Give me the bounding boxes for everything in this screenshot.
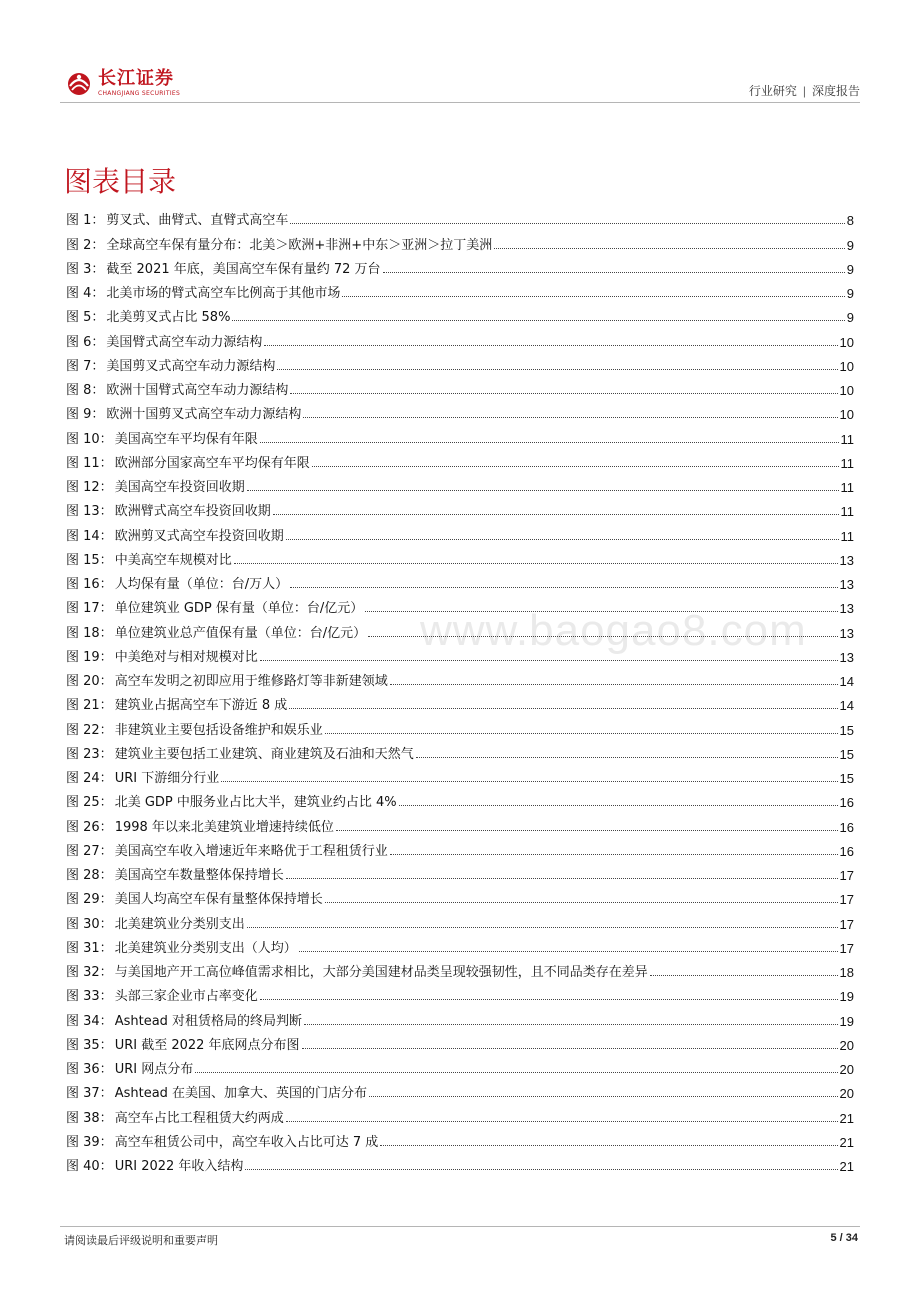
toc-entry-text: URI 截至 2022 年底网点分布图 [114,1037,300,1053]
toc-entry[interactable] [66,592,854,616]
toc-entry-page: 17 [839,940,854,956]
toc-entry-number: 图 16： [66,577,113,592]
header-separator: | [802,84,806,98]
toc-entry-number: 图 35： [66,1037,113,1053]
toc-entry-page: 9 [846,286,854,301]
toc-entry-number: 图 21： [66,698,113,714]
toc-entry-label [66,913,245,932]
toc-entry-text: 建筑业占据高空车下游近 8 成 [114,698,288,714]
toc-entry-label [66,1010,302,1029]
toc-entry[interactable] [66,350,854,374]
toc-leader-dots [277,368,837,370]
toc-entry[interactable] [66,835,854,859]
toc-entry[interactable] [66,883,854,907]
toc-entry-label [66,549,232,568]
toc-leader-dots [286,877,838,879]
toc-entry-label [66,282,340,301]
toc-entry-text: Ashtead 对租赁格局的终局判断 [114,1013,303,1029]
toc-entry-number: 图 36： [66,1062,113,1077]
toc-entry[interactable] [66,956,854,980]
toc-entry[interactable] [66,398,854,422]
toc-entry-text: 欧洲部分国家高空车平均保有年限 [114,455,310,471]
toc-entry-page: 11 [840,480,854,495]
toc-entry-text: 高空车占比工程租赁大约两成 [114,1110,284,1126]
toc-leader-dots [383,271,845,273]
toc-leader-dots [273,513,839,515]
toc-entry-number: 图 11： [66,455,113,471]
toc-leader-dots [290,586,837,588]
toc-entry-page: 20 [839,1037,854,1053]
toc-entry-label [66,452,310,471]
toc-entry-number: 图 24： [66,771,113,786]
toc-entry-label [66,694,287,713]
toc-entry-label [66,719,323,738]
toc-entry-label [66,670,388,689]
toc-leader-dots [286,1120,838,1122]
toc-leader-dots [390,853,838,855]
toc-entry-page: 15 [839,771,854,786]
toc-entry-label [66,1131,378,1150]
toc-entry[interactable] [66,1126,854,1150]
toc-entry[interactable] [66,301,854,325]
toc-entry[interactable] [66,713,854,737]
toc-entry-text: 人均保有量（单位：台/万人） [114,577,289,592]
toc-entry-number: 图 20： [66,674,113,689]
toc-entry[interactable] [66,568,854,592]
toc-leader-dots [260,998,838,1000]
toc-leader-dots [304,1023,837,1025]
toc-entry-page: 17 [839,868,854,883]
toc-leader-dots [303,416,837,418]
toc-entry-label [66,476,245,495]
toc-entry-label [66,767,219,786]
toc-entry-text: 建筑业主要包括工业建筑、商业建筑及石油和天然气 [114,746,414,762]
toc-entry-label [66,1107,284,1126]
toc-entry-text: 与美国地产开工高位峰值需求相比，大部分美国建材品类呈现较强韧性，且不同品类存在差异 [114,965,648,980]
toc-entry-label [66,840,388,859]
toc-leader-dots [380,1144,837,1146]
toc-entry-number: 图 37： [66,1086,113,1102]
toc-entry-page: 17 [839,892,854,908]
toc-entry[interactable] [66,253,854,277]
toc-entry[interactable] [66,738,854,762]
toc-entry-number: 图 6： [66,334,105,350]
toc-leader-dots [325,901,838,903]
toc-entry-page: 13 [839,649,854,665]
toc-entry-page: 11 [840,528,854,544]
toc-entry-number: 图 4： [66,286,105,301]
toc-entry-page: 14 [839,674,854,689]
toc-entry-number: 图 25： [66,795,113,811]
toc-entry-number: 图 10： [66,431,113,447]
toc-entry-label [66,937,297,956]
toc-entry[interactable] [66,616,854,640]
toc-entry-number: 图 34： [66,1013,113,1029]
toc-entry-number: 图 7： [66,358,105,374]
toc-entry-number: 图 31： [66,940,113,956]
toc-entry-text: 剪叉式、曲臂式、直臂式高空车 [106,213,289,229]
toc-entry-text: 美国高空车平均保有年限 [114,431,258,447]
toc-leader-dots [336,829,838,831]
report-type-label: 深度报告 [811,84,860,98]
toc-leader-dots [365,610,837,612]
toc-entry[interactable] [66,204,854,228]
toc-entry-text: 美国剪叉式高空车动力源结构 [106,358,276,374]
toc-entry-page: 11 [840,455,854,471]
toc-leader-dots [494,247,845,249]
toc-entry-text: 欧洲臂式高空车投资回收期 [114,504,271,520]
toc-entry[interactable] [66,325,854,349]
toc-entry-text: 美国高空车数量整体保持增长 [114,868,284,883]
toc-entry-text: 美国高空车收入增速近年来略优于工程租赁行业 [114,843,388,859]
toc-leader-dots [390,683,838,685]
toc-entry[interactable] [66,519,854,543]
toc-entry-number: 图 19： [66,649,113,665]
toc-entry-number: 图 12： [66,480,113,495]
toc-entry[interactable] [66,932,854,956]
toc-entry-label [66,500,271,519]
toc-entry-page: 15 [839,746,854,762]
toc-leader-dots [290,222,844,224]
toc-title: 图表目录 [64,165,177,198]
toc-entry-number: 图 27： [66,843,113,859]
toc-entry-page: 10 [839,407,854,423]
toc-entry-page: 13 [839,601,854,617]
page-number: 5 / 34 [830,1232,858,1244]
toc-entry-text: 北美剪叉式占比 58% [106,310,231,326]
toc-entry-page: 11 [840,431,854,447]
toc-entry-text: 头部三家企业市占率变化 [114,989,258,1005]
toc-entry-label [66,403,301,422]
toc-entry[interactable] [66,1053,854,1077]
toc-entry-text: 北美 GDP 中服务业占比大半，建筑业约占比 4% [114,795,397,811]
toc-entry-text: 单位建筑业 GDP 保有量（单位：台/亿元） [114,601,364,617]
report-category [749,82,860,99]
toc-entry-text: 中美绝对与相对规模对比 [114,649,258,665]
toc-entry-number: 图 17： [66,601,113,617]
toc-entry-number: 图 40： [66,1159,113,1174]
toc-entry[interactable] [66,1029,854,1053]
toc-entry-label [66,864,284,883]
toc-entry-page: 10 [839,358,854,374]
toc-entry[interactable] [66,980,854,1004]
toc-entry-label [66,646,258,665]
toc-entry[interactable] [66,374,854,398]
toc-leader-dots [290,392,837,394]
toc-entry-page: 21 [839,1159,854,1174]
toc-leader-dots [325,732,838,734]
logo-emblem-icon [64,68,94,98]
toc-leader-dots [302,1047,838,1049]
toc-entry-number: 图 32： [66,965,113,980]
toc-entry-label [66,1155,243,1174]
header-divider [60,102,860,103]
toc-entry-number: 图 2： [66,237,105,253]
toc-entry-number: 图 29： [66,892,113,908]
toc-entry-number: 图 39： [66,1134,113,1150]
toc-entry-number: 图 15： [66,552,113,568]
toc-entry-page: 19 [839,1013,854,1029]
toc-entry-number: 图 1： [66,213,105,229]
toc-entry-label [66,428,258,447]
toc-entry-label [66,985,258,1004]
toc-entry[interactable] [66,641,854,665]
toc-leader-dots [221,780,837,782]
toc-entry[interactable] [66,810,854,834]
toc-entry-number: 图 5： [66,310,105,326]
toc-entry-page: 15 [839,722,854,738]
toc-leader-dots [234,562,838,564]
toc-entry[interactable] [66,447,854,471]
toc-entry[interactable] [66,422,854,446]
toc-entry-number: 图 23： [66,746,113,762]
toc-entry-text: 美国臂式高空车动力源结构 [106,334,263,350]
toc-entry[interactable] [66,228,854,252]
toc-entry-page: 13 [839,552,854,568]
toc-entry-label [66,743,414,762]
toc-entry-label [66,961,648,980]
toc-entry-page: 16 [839,795,854,811]
toc-entry-text: 截至 2021 年底，美国高空车保有量约 72 万台 [106,261,381,277]
toc-entry[interactable] [66,1004,854,1028]
toc-entry-label [66,1082,367,1101]
toc-entry-number: 图 18： [66,625,113,641]
toc-entry-label [66,791,397,810]
toc-entry-page: 19 [839,989,854,1005]
toc-entry-label [66,234,492,253]
toc-leader-dots [260,441,839,443]
toc-entry-number: 图 26： [66,819,113,835]
toc-entry-page: 20 [839,1062,854,1077]
toc-entry-number: 图 9： [66,407,105,423]
toc-entry-label [66,816,334,835]
toc-leader-dots [312,465,839,467]
toc-entry[interactable] [66,907,854,931]
toc-entry-text: 北美建筑业分类别支出 [114,916,245,932]
company-logo [64,66,194,100]
toc-entry[interactable] [66,1150,854,1174]
toc-entry-page: 17 [839,916,854,932]
toc-entry-label [66,355,275,374]
toc-entry[interactable] [66,544,854,568]
toc-entry-page: 21 [839,1110,854,1126]
toc-entry-text: 美国高空车投资回收期 [114,480,245,495]
toc-entry-page: 13 [839,625,854,641]
toc-entry-number: 图 33： [66,989,113,1005]
toc-entry-text: 高空车发明之初即应用于维修路灯等非新建领域 [114,674,388,689]
toc-entry-page: 10 [839,334,854,350]
toc-entry-text: URI 下游细分行业 [114,771,220,786]
toc-leader-dots [245,1168,837,1170]
toc-leader-dots [195,1071,837,1073]
toc-entry-label [66,379,288,398]
toc-entry-label [66,1058,193,1077]
toc-entry-number: 图 28： [66,868,113,883]
toc-entry-page: 16 [839,843,854,859]
toc-entry-number: 图 13： [66,504,113,520]
toc-leader-dots [342,295,844,297]
toc-entry-page: 16 [839,819,854,835]
toc-entry[interactable] [66,1101,854,1125]
toc-leader-dots [299,950,838,952]
footer-disclaimer: 请阅读最后评级说明和重要声明 [64,1234,218,1247]
toc-entry-page: 10 [839,383,854,398]
toc-entry[interactable] [66,859,854,883]
toc-entry-text: 欧洲十国臂式高空车动力源结构 [106,383,289,398]
toc-entry-text: 欧洲十国剪叉式高空车动力源结构 [106,407,302,423]
toc-leader-dots [247,489,839,491]
toc-entry-label [66,597,363,616]
toc-entry[interactable] [66,1077,854,1101]
toc-entry-page: 18 [839,965,854,980]
toc-entry-page: 21 [839,1134,854,1150]
toc-entry-number: 图 30： [66,916,113,932]
toc-entry-label [66,622,366,641]
toc-entry-text: 全球高空车保有量分布：北美＞欧洲+非洲+中东＞亚洲＞拉丁美洲 [106,237,493,253]
toc-entry-page: 9 [846,237,854,253]
toc-entry[interactable] [66,665,854,689]
toc-entry-text: 单位建筑业总产值保有量（单位：台/亿元） [114,625,367,641]
toc-leader-dots [260,659,838,661]
toc-entry-label [66,525,284,544]
toc-entry-label [66,258,381,277]
toc-entry-text: Ashtead 在美国、加拿大、英国的门店分布 [114,1086,368,1102]
toc-entry-text: 美国人均高空车保有量整体保持增长 [114,892,323,908]
toc-entry-page: 9 [846,261,854,277]
toc-entry-label [66,573,288,592]
logo-name-cn: 长江证券 [98,67,174,89]
toc-entry-number: 图 22： [66,722,113,738]
toc-entry-number: 图 38： [66,1110,113,1126]
category-label: 行业研究 [748,84,797,98]
watermark: www.baogao8.com [420,606,807,655]
toc-entry-text: URI 网点分布 [114,1062,194,1077]
toc-entry-number: 图 8： [66,383,105,398]
toc-entry[interactable] [66,277,854,301]
toc-entry-label [66,306,230,325]
toc-entry-label [66,888,323,907]
toc-leader-dots [368,635,837,637]
toc-entry[interactable] [66,689,854,713]
toc-entry-page: 20 [839,1086,854,1102]
toc-leader-dots [289,707,837,709]
toc-entry-page: 13 [839,577,854,592]
toc-entry-text: 高空车租赁公司中，高空车收入占比可达 7 成 [114,1134,379,1150]
toc-leader-dots [416,756,838,758]
footer-divider [60,1226,860,1227]
toc-entry-page: 8 [846,213,854,229]
toc-entry-text: 北美市场的臂式高空车比例高于其他市场 [106,286,341,301]
toc-entry[interactable] [66,495,854,519]
toc-entry[interactable] [66,786,854,810]
toc-entry-label [66,331,262,350]
toc-entry-text: 非建筑业主要包括设备维护和娱乐业 [114,722,323,738]
toc-list [66,204,854,1174]
toc-entry-text: 中美高空车规模对比 [114,552,232,568]
toc-entry[interactable] [66,471,854,495]
toc-leader-dots [286,538,839,540]
logo-name-en: CHANGJIANG SECURITIES [98,89,181,97]
toc-entry-text: URI 2022 年收入结构 [114,1159,244,1174]
toc-entry-number: 图 3： [66,261,105,277]
toc-leader-dots [399,804,838,806]
toc-entry-text: 欧洲剪叉式高空车投资回收期 [114,528,284,544]
toc-leader-dots [650,974,838,976]
toc-leader-dots [247,926,838,928]
toc-entry-label [66,1034,300,1053]
toc-leader-dots [264,344,837,346]
toc-entry-page: 14 [839,698,854,714]
toc-entry-label [66,209,288,228]
toc-entry-number: 图 14： [66,528,113,544]
toc-entry[interactable] [66,762,854,786]
toc-leader-dots [232,319,844,321]
toc-entry-page: 11 [840,504,854,520]
toc-entry-page: 9 [846,310,854,326]
toc-entry-text: 1998 年以来北美建筑业增速持续低位 [114,819,334,835]
toc-leader-dots [369,1095,837,1097]
toc-entry-text: 北美建筑业分类别支出（人均） [114,940,297,956]
